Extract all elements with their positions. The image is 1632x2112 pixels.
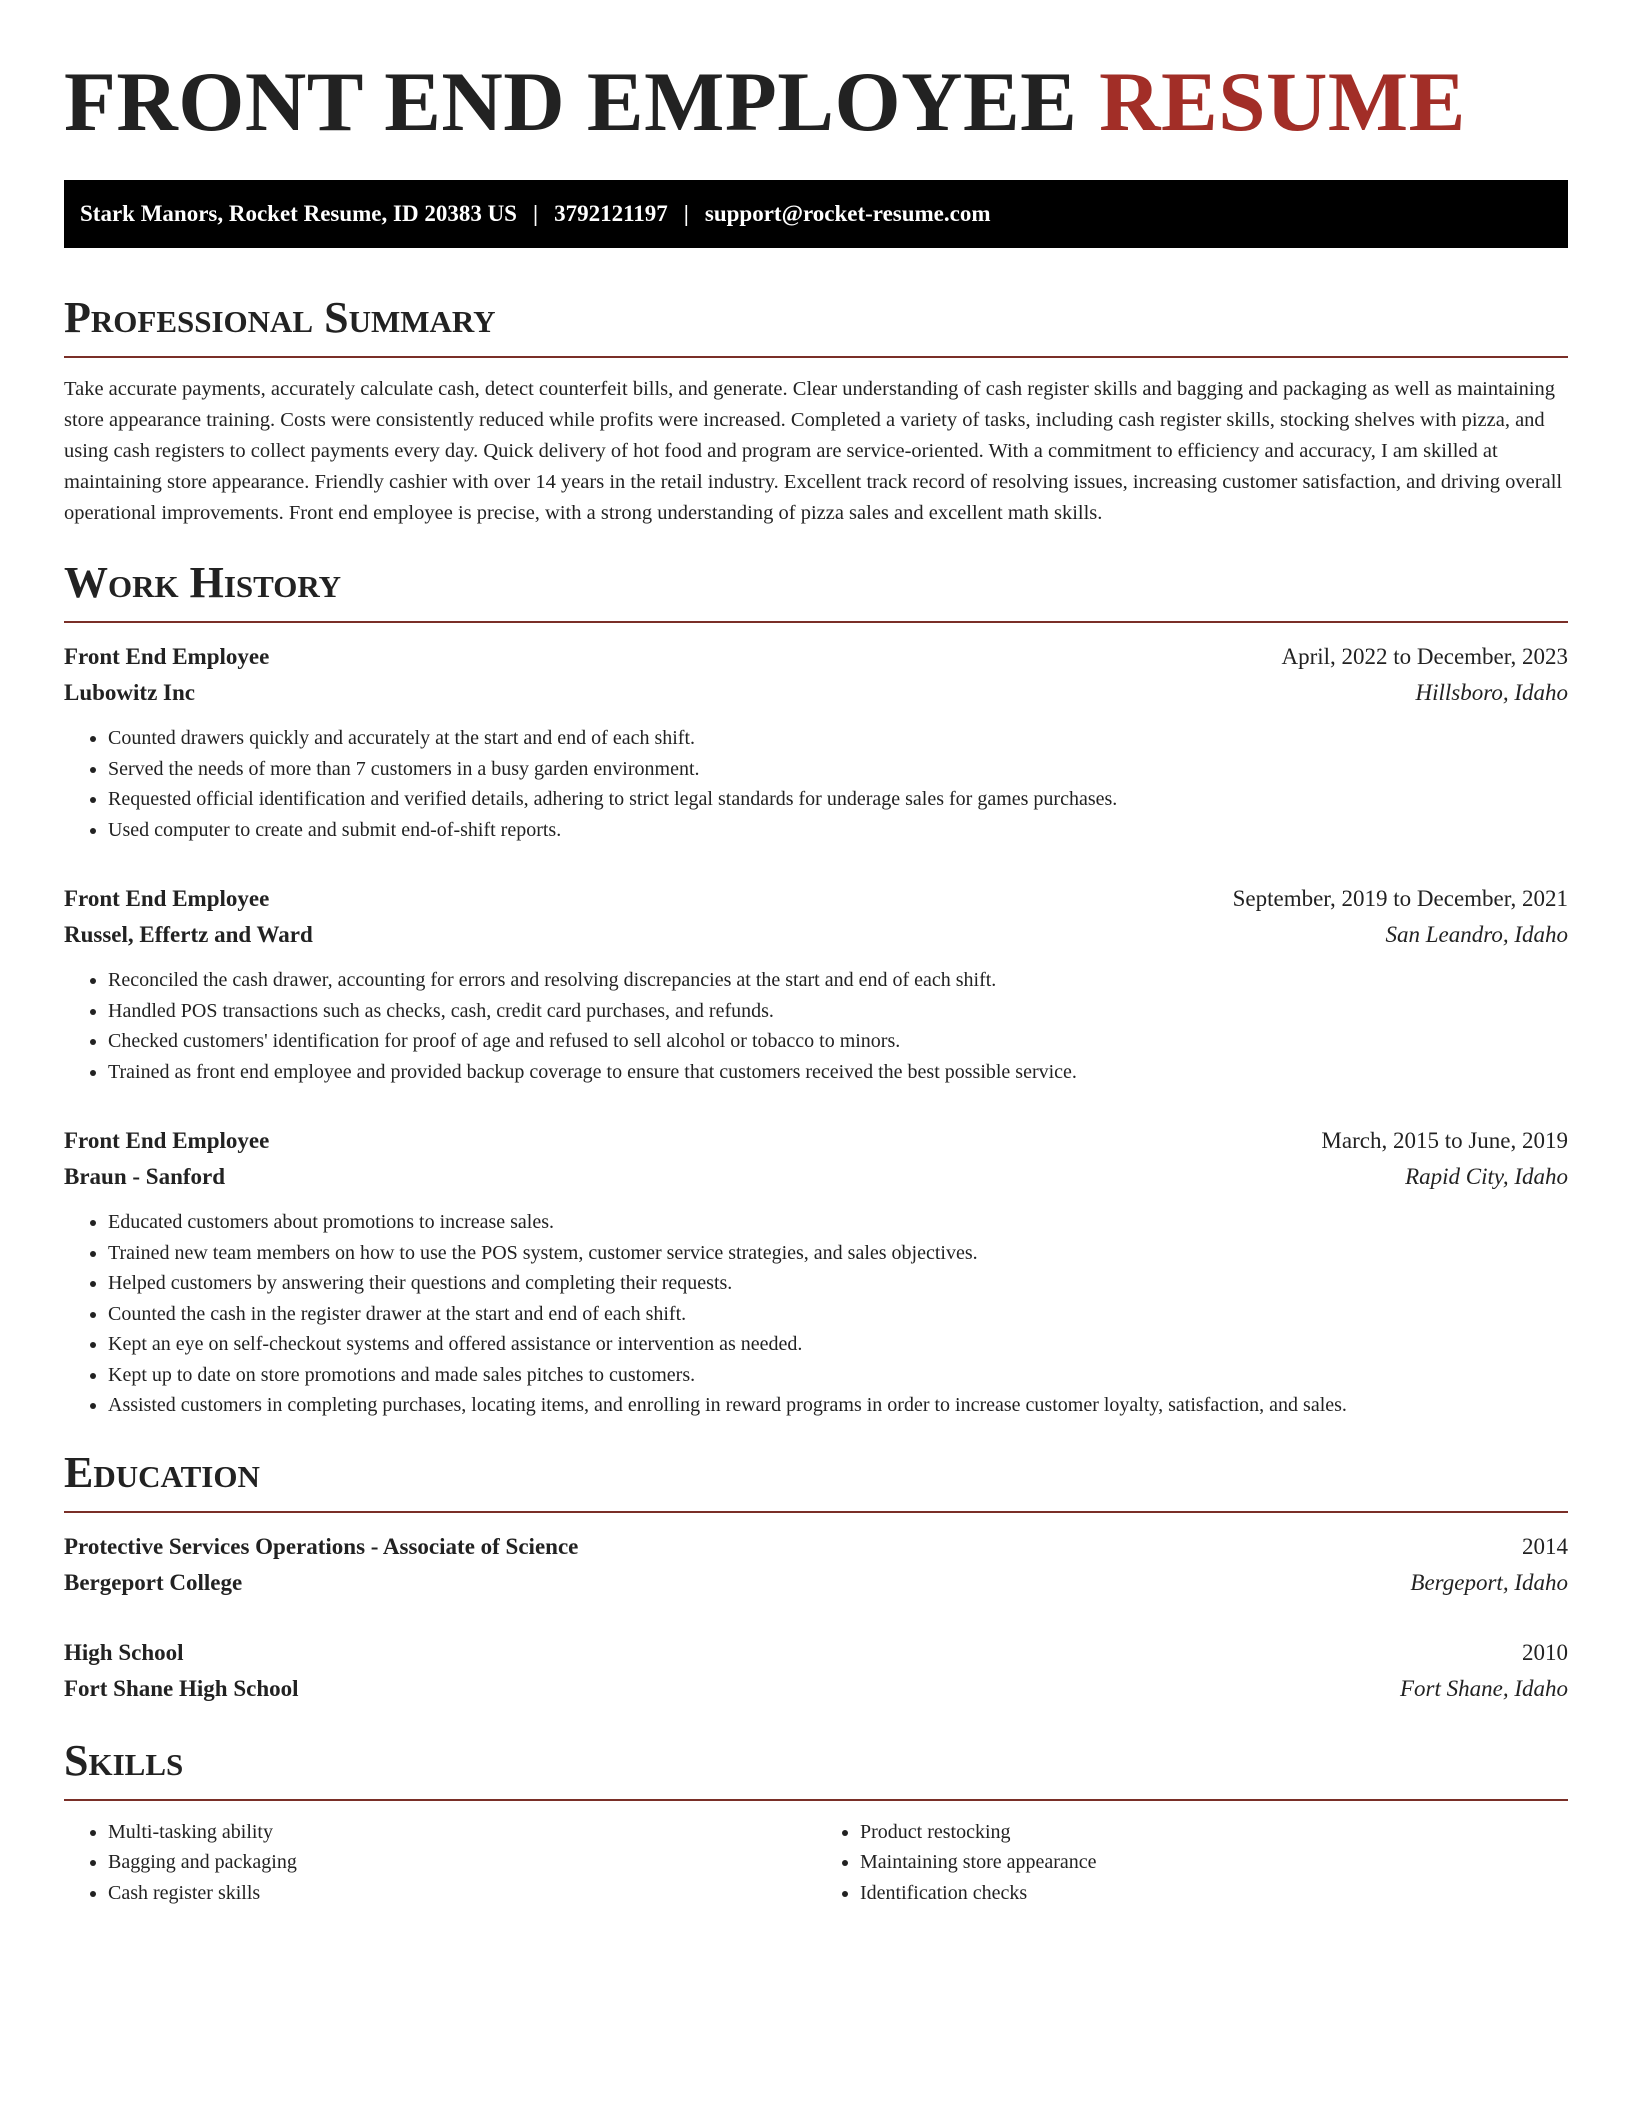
job-header-row (64, 1123, 1568, 1159)
contact-bar (64, 180, 1568, 248)
skills-heading: Skills (64, 1735, 184, 1785)
job-bullet: • Requested official identification and verified details, adhering to strict legal standards for underage sales for games purchases. (108, 784, 1568, 815)
job-bullet: • Kept an eye on self-checkout systems and offered assistance or intervention as needed. (108, 1329, 1568, 1360)
job-dates: April, 2022 to December, 2023 (1281, 644, 1568, 669)
education-school-row (64, 1565, 1568, 1601)
education-heading: Education (64, 1447, 260, 1497)
job-title: Front End Employee (64, 1128, 270, 1153)
skill-item: • Cash register skills (108, 1878, 816, 1909)
title-main: FRONT END EMPLOYEE (64, 55, 1078, 149)
job-bullets (64, 965, 1568, 1087)
job-bullet: • Counted the cash in the register drawer at the start and end of each shift. (108, 1299, 1568, 1330)
skill-item: • Maintaining store appearance (860, 1847, 1568, 1878)
section-divider (64, 621, 1568, 623)
education-year: 2014 (1522, 1533, 1568, 1559)
job-bullet: • Trained new team members on how to use the POS system, customer service strategies, and sales objectives. (108, 1238, 1568, 1269)
job-header-row (64, 639, 1568, 675)
education-school: Bergeport College (64, 1569, 243, 1595)
education-header-row (64, 1635, 1568, 1671)
skill-item: • Identification checks (860, 1878, 1568, 1909)
education-location: Fort Shane, Idaho (1399, 1675, 1568, 1701)
section-divider (64, 1799, 1568, 1801)
job-company: Lubowitz Inc (64, 680, 195, 705)
job-location: San Leandro, Idaho (1385, 922, 1568, 947)
job-bullet: • Trained as front end employee and provided backup coverage to ensure that customers received the best possible service. (108, 1057, 1568, 1088)
job-dates: September, 2019 to December, 2021 (1232, 886, 1568, 911)
education-entry (64, 1635, 1568, 1707)
skills-column-right (816, 1817, 1568, 1909)
skill-item: • Bagging and packaging (108, 1847, 816, 1878)
job-bullets (64, 723, 1568, 845)
education-header-row (64, 1529, 1568, 1565)
education-degree: Protective Services Operations - Associate of Science (64, 1533, 579, 1559)
job-entry (64, 1123, 1568, 1421)
job-entry (64, 881, 1568, 1087)
summary-section (64, 292, 1568, 529)
summary-heading: Professional Summary (64, 293, 496, 342)
job-bullet: • Kept up to date on store promotions and made sales pitches to customers. (108, 1360, 1568, 1391)
job-company: Braun - Sanford (64, 1164, 226, 1189)
job-location: Hillsboro, Idaho (1415, 680, 1568, 705)
job-title: Front End Employee (64, 644, 270, 669)
job-bullet: • Assisted customers in completing purchases, locating items, and enrolling in reward programs in order to increase customer loyalty, satisfaction, and sales. (108, 1390, 1568, 1421)
education-section (64, 1447, 1568, 1707)
contact-phone: 3792121197 (554, 201, 668, 226)
job-company: Russel, Effertz and Ward (64, 922, 313, 947)
education-school-row (64, 1671, 1568, 1707)
skills-list (64, 1817, 1568, 1909)
contact-email: support@rocket-resume.com (704, 201, 991, 226)
skills-column-left (64, 1817, 816, 1909)
job-company-row (64, 675, 1568, 711)
education-location: Bergeport, Idaho (1410, 1569, 1568, 1595)
job-bullet: • Counted drawers quickly and accurately at the start and end of each shift. (108, 723, 1568, 754)
job-bullet: • Served the needs of more than 7 customers in a busy garden environment. (108, 754, 1568, 785)
contact-separator: | (683, 201, 689, 226)
work-history-heading: Work History (64, 558, 342, 607)
education-degree: High School (64, 1639, 184, 1665)
job-bullet: • Reconciled the cash drawer, accounting for errors and resolving discrepancies at the start and end of each shift. (108, 965, 1568, 996)
section-divider (64, 1511, 1568, 1513)
resume-title (64, 52, 1568, 152)
job-bullet: • Used computer to create and submit end-of-shift reports. (108, 815, 1568, 846)
section-divider (64, 356, 1568, 358)
job-bullets (64, 1207, 1568, 1421)
job-bullet: • Helped customers by answering their questions and completing their requests. (108, 1268, 1568, 1299)
job-location: Rapid City, Idaho (1405, 1164, 1568, 1189)
education-entry (64, 1529, 1568, 1601)
skills-section (64, 1735, 1568, 1909)
education-year: 2010 (1522, 1639, 1568, 1665)
job-company-row (64, 1159, 1568, 1195)
summary-text: Take accurate payments, accurately calculate cash, detect counterfeit bills, and generate. Clear understanding of cash register skills and bagging and packaging as well as maintaining store appearance training. Costs were consistently reduced while profits were increased. Completed a variety of tasks, including cash register skills, stocking shelves with pizza, and using cash registers to collect payments every day. Quick delivery of hot food and program are service-oriented. With a commitment to efficiency and accuracy, I am skilled at maintaining store appearance. Friendly cashier with over 14 years in the retail industry. Excellent track record of resolving issues, increasing customer satisfaction, and driving overall operational improvements. Front end employee is precise, with a strong understanding of pizza sales and excellent math skills. (64, 378, 1563, 524)
skill-item: • Product restocking (860, 1817, 1568, 1848)
job-bullet: • Handled POS transactions such as checks, cash, credit card purchases, and refunds. (108, 996, 1568, 1027)
skill-item: • Multi-tasking ability (108, 1817, 816, 1848)
contact-address: Stark Manors, Rocket Resume, ID 20383 US (80, 201, 517, 226)
education-school: Fort Shane High School (64, 1675, 299, 1701)
job-entry (64, 639, 1568, 845)
job-header-row (64, 881, 1568, 917)
job-company-row (64, 917, 1568, 953)
job-title: Front End Employee (64, 886, 270, 911)
contact-separator: | (532, 201, 539, 226)
job-bullet: • Educated customers about promotions to increase sales. (108, 1207, 1568, 1238)
title-accent: RESUME (1099, 55, 1466, 149)
job-bullet: • Checked customers' identification for proof of age and refused to sell alcohol or tobacco to minors. (108, 1026, 1568, 1057)
work-history-section (64, 557, 1568, 1421)
job-dates: March, 2015 to June, 2019 (1321, 1128, 1568, 1153)
